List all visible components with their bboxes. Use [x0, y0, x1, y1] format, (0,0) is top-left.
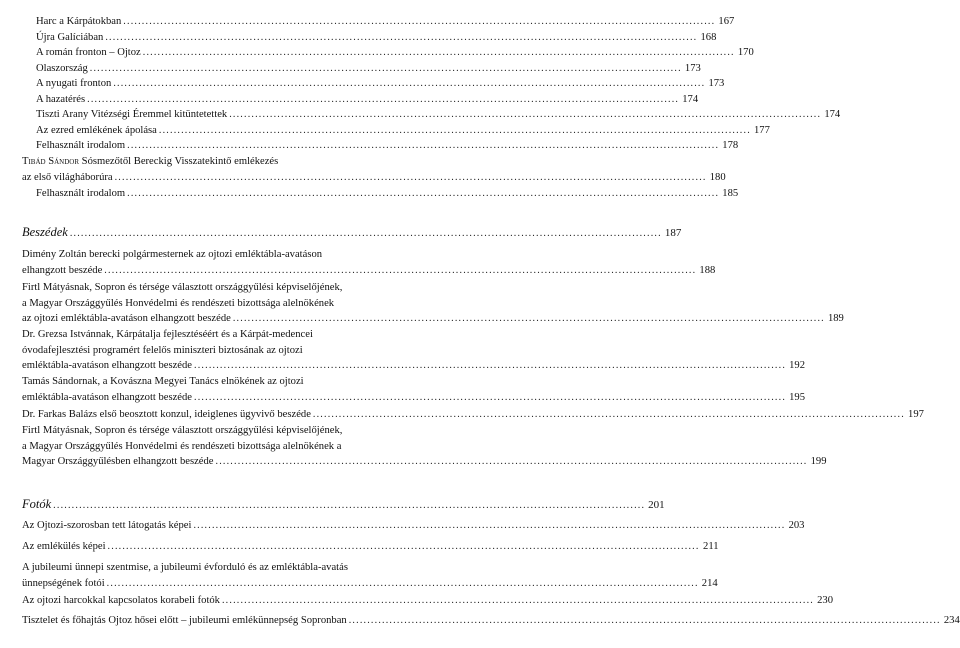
toc-title: Az Ojtozi-szorosban tett látogatás képei — [22, 520, 192, 531]
page-number: 174 — [824, 109, 841, 120]
page-number: 201 — [648, 499, 665, 511]
toc-title: A hazatérés — [36, 94, 86, 105]
page-number: 174 — [682, 94, 699, 105]
toc-title: A nyugati fronton — [36, 78, 112, 89]
toc-title: Az ojtozi harcokkal kapcsolatos korabeli fotók — [22, 595, 220, 606]
dot-leader: ................................................................................................................................................................ — [193, 520, 786, 531]
toc-title: Az ezred emlékének ápolása — [36, 125, 157, 136]
dot-leader: ................................................................................................................................................................ — [114, 171, 707, 183]
toc-title: Harc a Kárpátokban — [36, 16, 122, 27]
toc-title: Magyar Országgyűlésben elhangzott beszéde — [22, 456, 214, 467]
dot-leader: ................................................................................................................................................................ — [87, 94, 680, 105]
dot-leader: ................................................................................................................................................................ — [232, 313, 825, 324]
toc-title: Felhasznált irodalom — [36, 140, 126, 151]
dot-leader: ................................................................................................................................................................ — [127, 188, 720, 199]
toc-title-line: Firtl Mátyásnak, Sopron és térsége választott országgyűlési képviselőjének, — [22, 425, 343, 436]
dot-leader: ................................................................................................................................................................ — [215, 456, 808, 467]
dot-leader: ................................................................................................................................................................ — [348, 615, 941, 626]
section-title: Beszédek — [22, 225, 68, 239]
toc-title: A román fronton – Ojtoz — [36, 47, 141, 58]
dot-leader: ................................................................................................................................................................ — [221, 595, 814, 606]
dot-leader: ................................................................................................................................................................ — [312, 409, 905, 420]
dot-leader: ................................................................................................................................................................ — [106, 577, 699, 589]
page-number: 167 — [718, 16, 735, 27]
dot-leader: ................................................................................................................................................................ — [127, 140, 720, 151]
page-number: 173 — [708, 78, 725, 89]
dot-leader: ................................................................................................................................................................ — [69, 228, 662, 239]
toc-title: Újra Galíciában — [36, 32, 104, 43]
toc-title: Tisztelet és főhajtás Ojtoz hősei előtt – jubileumi emlékünnepség Sopronban — [22, 615, 347, 626]
toc-title: Az emlékülés képei — [22, 541, 106, 552]
dot-leader: ................................................................................................................................................................ — [105, 32, 698, 43]
toc-title-line: Tamás Sándornak, a Kovászna Megyei Tanács elnökének az ojtozi — [22, 376, 304, 387]
page-number: 180 — [709, 171, 726, 183]
toc-title: Felhasznált irodalom — [36, 188, 126, 199]
page-number: 185 — [722, 188, 739, 199]
dot-leader: ................................................................................................................................................................ — [194, 391, 787, 403]
page-number: 199 — [810, 456, 827, 467]
page-number: 211 — [703, 541, 719, 552]
toc-title-line: óvodafejlesztési programért felelős miniszteri biztosának az ojtozi — [22, 344, 303, 356]
toc-title: ünnepségének fotói — [22, 577, 105, 589]
section-title: Fotók — [22, 497, 52, 511]
page-number: 195 — [789, 391, 806, 403]
page-number: 214 — [701, 577, 718, 589]
toc-title-line: Dr. Grezsa Istvánnak, Kárpátalja fejlesztéséért és a Kárpát-medencei — [22, 329, 313, 340]
toc-title-line: a Magyar Országgyűlés Honvédelmi és rendészeti bizottsága alelnökének a — [22, 440, 342, 452]
dot-leader: ................................................................................................................................................................ — [142, 47, 735, 58]
toc-title-line: Dimény Zoltán berecki polgármesternek az ojtozi emléktábla-avatáson — [22, 249, 323, 260]
dot-leader: ................................................................................................................................................................ — [107, 541, 700, 552]
dot-leader: ................................................................................................................................................................ — [113, 78, 706, 89]
dot-leader: ................................................................................................................................................................ — [89, 63, 682, 74]
dot-leader: ................................................................................................................................................................ — [158, 125, 751, 136]
toc-title: emléktábla-avatáson elhangzott beszéde — [22, 391, 193, 403]
page-number: 188 — [699, 264, 716, 276]
page-number: 187 — [664, 227, 682, 239]
page-number: 230 — [817, 595, 833, 606]
page-number: 192 — [789, 360, 806, 371]
toc-title: Tiszti Arany Vitézségi Éremmel kitüntetettek — [36, 109, 228, 120]
toc-title-line: Sósmezőtől Bereckig Visszatekintő emlékezés — [81, 156, 279, 167]
toc-title: az első világháborúra — [22, 171, 113, 183]
toc-title: elhangzott beszéde — [22, 264, 103, 276]
page-number: 197 — [908, 409, 924, 420]
page-number: 178 — [722, 140, 739, 151]
toc-title: Olaszország — [36, 63, 88, 74]
page-number: 168 — [700, 32, 717, 43]
dot-leader: ................................................................................................................................................................ — [229, 109, 822, 120]
page-number: 189 — [827, 313, 844, 324]
dot-leader: ................................................................................................................................................................ — [53, 500, 646, 511]
dot-leader: ................................................................................................................................................................ — [194, 360, 787, 371]
toc-title: emléktábla-avatáson elhangzott beszéde — [22, 360, 193, 371]
toc-title: az ojtozi emléktábla-avatáson elhangzott beszéde — [22, 313, 231, 324]
page-number: 203 — [788, 520, 805, 531]
page-number: 170 — [737, 47, 754, 58]
toc-title-line: a Magyar Országgyűlés Honvédelmi és rendészeti bizottsága alelnökének — [22, 297, 335, 309]
toc-title: Dr. Farkas Balázs első beosztott konzul, ideiglenes ügyvivő beszéde — [22, 409, 311, 420]
dot-leader: ................................................................................................................................................................ — [123, 16, 716, 27]
dot-leader: ................................................................................................................................................................ — [104, 264, 697, 276]
page-number: 173 — [684, 63, 701, 74]
toc-author: Tibád Sándor — [22, 156, 80, 167]
toc-title-line: A jubileumi ünnepi szentmise, a jubileumi évforduló és az emléktábla-avatás — [22, 562, 348, 573]
page-number: 234 — [943, 615, 960, 626]
page-number: 177 — [754, 125, 770, 136]
toc-title-line: Firtl Mátyásnak, Sopron és térsége választott országgyűlési képviselőjének, — [22, 282, 343, 293]
